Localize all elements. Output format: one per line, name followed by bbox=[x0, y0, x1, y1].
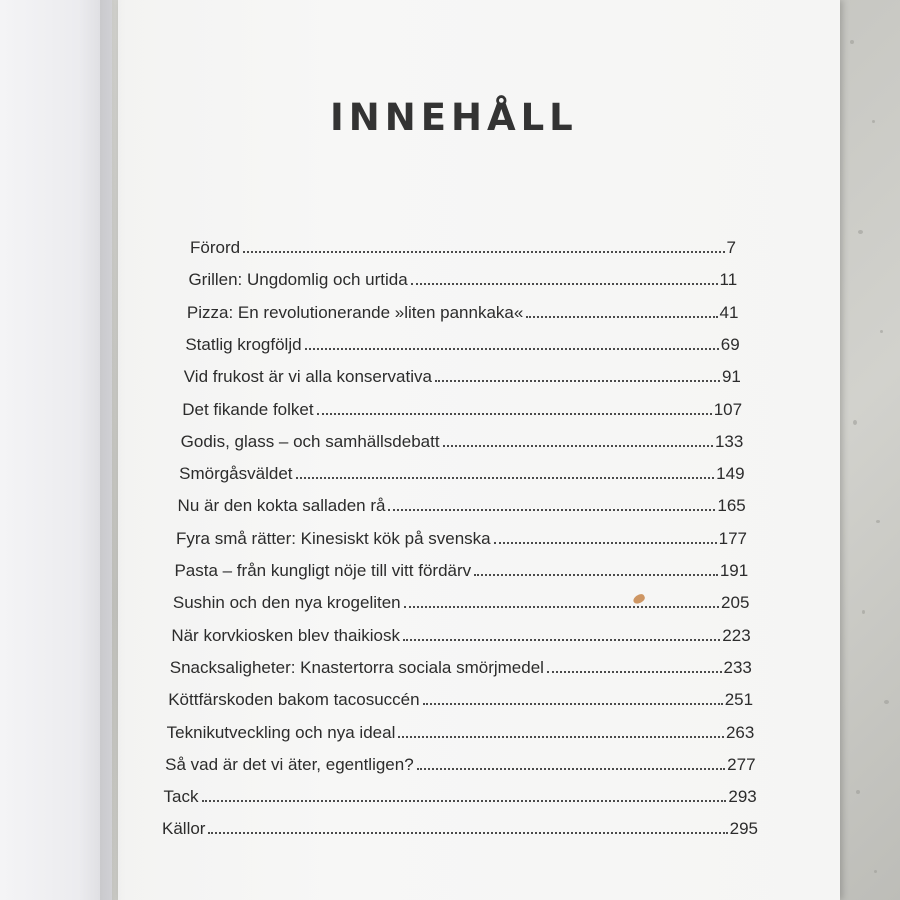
dot-leader bbox=[296, 477, 715, 479]
toc-entry bbox=[184, 359, 741, 387]
toc-entry-title: Grillen: Ungdomlig och urtida bbox=[188, 270, 408, 290]
toc-entry-page-number: 11 bbox=[719, 270, 738, 290]
toc-entry bbox=[165, 747, 755, 775]
dot-leader bbox=[208, 832, 727, 834]
toc-entry bbox=[173, 585, 750, 613]
toc-entry-title: Teknikutveckling och nya ideal bbox=[166, 722, 396, 742]
toc-entry-page-number: 149 bbox=[716, 464, 745, 484]
dot-leader bbox=[305, 348, 719, 350]
toc-entry bbox=[187, 295, 739, 323]
toc-entry-page-number: 293 bbox=[728, 787, 757, 807]
dot-leader bbox=[443, 445, 713, 447]
toc-entry-page-number: 165 bbox=[717, 496, 746, 516]
page-title: INNEHÅLL bbox=[330, 96, 578, 139]
toc-entry-page-number: 91 bbox=[721, 367, 741, 387]
toc-entry bbox=[164, 779, 757, 807]
toc-entry bbox=[179, 456, 744, 484]
dot-leader bbox=[547, 671, 722, 673]
toc-entry bbox=[170, 650, 752, 678]
toc-entry-title: Godis, glass – och samhällsdebatt bbox=[180, 431, 440, 451]
toc-entry bbox=[167, 715, 755, 743]
toc-entry bbox=[174, 553, 748, 581]
toc-entry bbox=[168, 682, 753, 710]
toc-entry-title: Tack bbox=[163, 787, 199, 807]
toc-entry-page-number: 133 bbox=[714, 431, 744, 451]
toc-entry-page-number: 277 bbox=[727, 754, 756, 774]
toc-entry-title: Statlig krogföljd bbox=[185, 334, 302, 354]
dot-leader bbox=[202, 800, 727, 802]
toc-entry-title: Pasta – från kungligt nöje till vitt fördärv bbox=[174, 561, 472, 580]
toc-entry bbox=[188, 262, 737, 290]
toc-entry bbox=[176, 521, 747, 549]
toc-entry-title: Nu är den kokta salladen rå bbox=[177, 496, 386, 516]
toc-entry-page-number: 223 bbox=[722, 625, 751, 645]
toc-entry bbox=[190, 230, 736, 258]
dot-leader bbox=[423, 703, 723, 705]
toc-entry bbox=[185, 327, 739, 355]
toc-entry-page-number: 177 bbox=[718, 528, 747, 548]
toc-entry-title: Sushin och den nya krogeliten bbox=[172, 593, 401, 613]
dot-leader bbox=[474, 574, 718, 576]
toc-entry-title: Smörgåsväldet bbox=[179, 464, 293, 484]
toc-entry-page-number: 41 bbox=[719, 302, 739, 322]
dot-leader bbox=[388, 509, 715, 511]
dot-leader bbox=[417, 768, 726, 770]
dot-leader bbox=[435, 380, 720, 382]
dot-leader bbox=[411, 283, 718, 285]
toc-entry-page-number: 69 bbox=[720, 334, 740, 354]
dot-leader bbox=[403, 639, 720, 641]
toc-entry-title: Det fikande folket bbox=[182, 399, 314, 419]
toc-entry-title: Fyra små rätter: Kinesiskt kök på svenska bbox=[176, 528, 491, 548]
dot-leader bbox=[243, 251, 724, 253]
dot-leader bbox=[317, 413, 712, 415]
toc-entry bbox=[178, 488, 746, 516]
toc-entry-page-number: 295 bbox=[729, 819, 758, 839]
toc-entry-page-number: 205 bbox=[721, 593, 750, 613]
toc-entry-title: Vid frukost är vi alla konservativa bbox=[183, 367, 432, 387]
toc-entry bbox=[181, 424, 744, 452]
toc-entry-page-number: 233 bbox=[723, 657, 752, 677]
toc-entry-title: Köttfärskoden bakom tacosuccén bbox=[168, 690, 420, 710]
toc-entry-title: Förord bbox=[190, 238, 241, 257]
toc-entry-page-number: 251 bbox=[724, 690, 754, 710]
toc-entry-page-number: 263 bbox=[725, 722, 755, 742]
toc-entry-page-number: 7 bbox=[726, 238, 736, 257]
toc-entry-title: Källor bbox=[162, 819, 206, 839]
toc-entry bbox=[182, 392, 742, 420]
dot-leader bbox=[398, 736, 724, 738]
toc-entry-title: Snacksaligheter: Knastertorra sociala smörjmedel bbox=[169, 657, 544, 677]
toc-entry-page-number: 191 bbox=[719, 561, 749, 580]
toc-entry bbox=[162, 811, 758, 839]
dot-leader bbox=[526, 316, 717, 318]
left-page bbox=[0, 0, 112, 900]
toc-entry-title: Så vad är det vi äter, egentligen? bbox=[165, 754, 414, 774]
toc-entry-title: Pizza: En revolutionerande »liten pannkaka« bbox=[186, 302, 524, 322]
dot-leader bbox=[494, 542, 717, 544]
toc-entry bbox=[171, 618, 750, 646]
toc-entry-title: När korvkiosken blev thaikiosk bbox=[171, 625, 400, 645]
toc-entry-page-number: 107 bbox=[713, 399, 743, 419]
book-gutter-shadow bbox=[100, 0, 126, 900]
dot-leader bbox=[404, 606, 719, 608]
